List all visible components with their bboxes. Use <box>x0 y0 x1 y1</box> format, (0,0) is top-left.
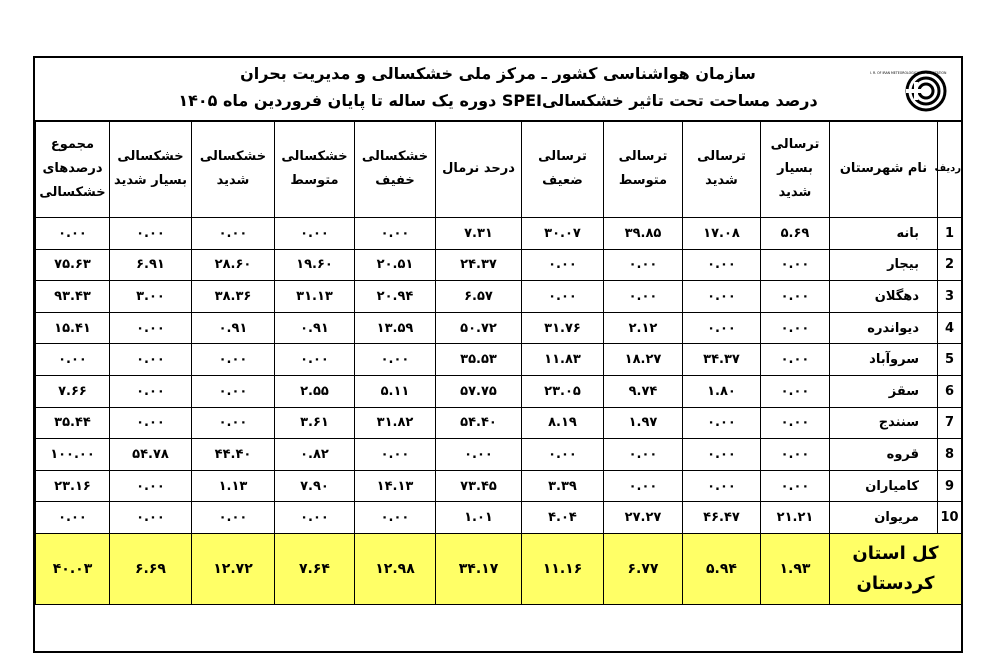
percent-cell: ۳.۳۹ <box>522 470 604 502</box>
county-name: دهگلان <box>830 281 938 313</box>
percent-cell: ۰.۰۰ <box>355 439 436 471</box>
province-total-label: کل استان کردستان <box>830 533 962 604</box>
column-header: ترسالی متوسط <box>604 121 683 218</box>
percent-cell: ۰.۰۰ <box>761 312 830 344</box>
row-number: 10 <box>938 502 962 534</box>
percent-cell: ۵۰.۷۲ <box>436 312 522 344</box>
percent-cell: ۱۱.۸۳ <box>522 344 604 376</box>
percent-cell: ۴۴.۴۰ <box>192 439 275 471</box>
percent-cell: ۰.۰۰ <box>110 470 192 502</box>
percent-cell: ۰.۰۰ <box>192 344 275 376</box>
report-header <box>35 58 961 122</box>
row-number: 3 <box>938 281 962 313</box>
percent-cell: ۳.۰۰ <box>110 281 192 313</box>
row-number: 5 <box>938 344 962 376</box>
logo-text: I. R. OF IRAN METEOROLOGICAL ORGANIZATION <box>870 71 947 75</box>
total-percent-cell: ۶.۷۷ <box>604 533 683 604</box>
percent-cell: ۰.۰۰ <box>436 439 522 471</box>
table-row <box>36 502 962 534</box>
column-header: خشکسالی متوسط <box>275 121 355 218</box>
percent-cell: ۰.۰۰ <box>192 502 275 534</box>
table-row <box>36 249 962 281</box>
total-percent-cell: ۱.۹۳ <box>761 533 830 604</box>
report-frame <box>33 56 963 653</box>
percent-cell: ۰.۰۰ <box>683 281 761 313</box>
county-name: بیجار <box>830 249 938 281</box>
percent-cell: ۷۳.۴۵ <box>436 470 522 502</box>
percent-cell: ۵.۱۱ <box>355 375 436 407</box>
percent-cell: ۰.۹۱ <box>275 312 355 344</box>
percent-cell: ۳۵.۴۴ <box>36 407 110 439</box>
percent-cell: ۲.۵۵ <box>275 375 355 407</box>
row-number: 6 <box>938 375 962 407</box>
percent-cell: ۰.۰۰ <box>36 344 110 376</box>
row-number: 4 <box>938 312 962 344</box>
percent-cell: ۰.۰۰ <box>604 281 683 313</box>
percent-cell: ۵۷.۷۵ <box>436 375 522 407</box>
percent-cell: ۱۸.۲۷ <box>604 344 683 376</box>
county-name: مریوان <box>830 502 938 534</box>
report-subtitle: درصد مساحت تحت تاثیر خشکسالیSPEI دوره یک ساله تا پایان فروردین ماه ۱۴۰۵ <box>178 91 818 110</box>
percent-cell: ۰.۰۰ <box>761 281 830 313</box>
percent-cell: ۰.۰۰ <box>110 312 192 344</box>
percent-cell: ۵.۶۹ <box>761 218 830 250</box>
percent-cell: ۰.۰۰ <box>192 407 275 439</box>
province-total-row <box>36 533 962 604</box>
percent-cell: ۲۰.۵۱ <box>355 249 436 281</box>
column-header: ترسالی شدید <box>683 121 761 218</box>
total-percent-cell: ۷.۶۴ <box>275 533 355 604</box>
percent-cell: ۶.۹۱ <box>110 249 192 281</box>
row-number: 2 <box>938 249 962 281</box>
percent-cell: ۷.۳۱ <box>436 218 522 250</box>
percent-cell: ۳.۶۱ <box>275 407 355 439</box>
percent-cell: ۰.۰۰ <box>761 375 830 407</box>
percent-cell: ۰.۰۰ <box>761 407 830 439</box>
percent-cell: ۰.۰۰ <box>522 281 604 313</box>
table-row <box>36 312 962 344</box>
percent-cell: ۰.۰۰ <box>683 407 761 439</box>
percent-cell: ۰.۰۰ <box>604 249 683 281</box>
percent-cell: ۲۸.۶۰ <box>192 249 275 281</box>
percent-cell: ۰.۰۰ <box>192 375 275 407</box>
percent-cell: ۷۵.۶۳ <box>36 249 110 281</box>
table-row <box>36 218 962 250</box>
percent-cell: ۳۹.۸۵ <box>604 218 683 250</box>
table-header-row <box>36 121 962 218</box>
county-name: کامیاران <box>830 470 938 502</box>
percent-cell: ۰.۰۰ <box>355 218 436 250</box>
percent-cell: ۰.۰۰ <box>275 502 355 534</box>
percent-cell: ۰.۰۰ <box>192 218 275 250</box>
percent-cell: ۱.۰۱ <box>436 502 522 534</box>
percent-cell: ۰.۰۰ <box>355 502 436 534</box>
percent-cell: ۰.۰۰ <box>110 407 192 439</box>
percent-cell: ۱۰۰.۰۰ <box>36 439 110 471</box>
percent-cell: ۴۶.۴۷ <box>683 502 761 534</box>
percent-cell: ۲۰.۹۴ <box>355 281 436 313</box>
percent-cell: ۰.۰۰ <box>761 470 830 502</box>
row-number: 1 <box>938 218 962 250</box>
table-row <box>36 344 962 376</box>
column-header: نام شهرستان <box>830 121 938 218</box>
percent-cell: ۰.۰۰ <box>110 502 192 534</box>
organization-title: سازمان هواشناسی کشور ـ مرکز ملی خشکسالی و مدیریت بحران <box>240 64 756 83</box>
county-name: قروه <box>830 439 938 471</box>
table-row <box>36 470 962 502</box>
percent-cell: ۵۴.۴۰ <box>436 407 522 439</box>
percent-cell: ۹.۷۴ <box>604 375 683 407</box>
percent-cell: ۱۴.۱۳ <box>355 470 436 502</box>
percent-cell: ۰.۰۰ <box>522 249 604 281</box>
percent-cell: ۷.۹۰ <box>275 470 355 502</box>
column-header: خشکسالی شدید <box>192 121 275 218</box>
percent-cell: ۹۳.۴۳ <box>36 281 110 313</box>
percent-cell: ۰.۰۰ <box>110 375 192 407</box>
meteorological-organization-logo-icon <box>866 64 951 114</box>
percent-cell: ۴.۰۴ <box>522 502 604 534</box>
percent-cell: ۰.۰۰ <box>761 249 830 281</box>
percent-cell: ۰.۰۰ <box>110 218 192 250</box>
percent-cell: ۳۴.۳۷ <box>683 344 761 376</box>
percent-cell: ۰.۰۰ <box>761 439 830 471</box>
total-percent-cell: ۱۲.۷۲ <box>192 533 275 604</box>
percent-cell: ۰.۰۰ <box>683 470 761 502</box>
percent-cell: ۰.۰۰ <box>683 439 761 471</box>
total-percent-cell: ۴۰.۰۳ <box>36 533 110 604</box>
county-name: سنندج <box>830 407 938 439</box>
percent-cell: ۰.۰۰ <box>761 344 830 376</box>
total-percent-cell: ۱۲.۹۸ <box>355 533 436 604</box>
percent-cell: ۰.۰۰ <box>110 344 192 376</box>
column-header: ردیف <box>938 121 962 218</box>
percent-cell: ۳۵.۵۳ <box>436 344 522 376</box>
county-name: دیواندره <box>830 312 938 344</box>
column-header: خشکسالی خفیف <box>355 121 436 218</box>
table-row <box>36 407 962 439</box>
percent-cell: ۳۸.۳۶ <box>192 281 275 313</box>
percent-cell: ۲۳.۰۵ <box>522 375 604 407</box>
percent-cell: ۰.۹۱ <box>192 312 275 344</box>
row-number: 9 <box>938 470 962 502</box>
percent-cell: ۲۴.۳۷ <box>436 249 522 281</box>
percent-cell: ۰.۰۰ <box>275 218 355 250</box>
row-number: 8 <box>938 439 962 471</box>
county-name: سقز <box>830 375 938 407</box>
percent-cell: ۱.۸۰ <box>683 375 761 407</box>
table-row <box>36 439 962 471</box>
percent-cell: ۲۱.۲۱ <box>761 502 830 534</box>
column-header: مجموع درصدهای خشکسالی <box>36 121 110 218</box>
percent-cell: ۰.۰۰ <box>683 249 761 281</box>
percent-cell: ۱.۱۳ <box>192 470 275 502</box>
total-percent-cell: ۶.۶۹ <box>110 533 192 604</box>
percent-cell: ۰.۰۰ <box>275 344 355 376</box>
percent-cell: ۱.۹۷ <box>604 407 683 439</box>
table-row <box>36 281 962 313</box>
row-number: 7 <box>938 407 962 439</box>
percent-cell: ۱۵.۴۱ <box>36 312 110 344</box>
percent-cell: ۳۱.۱۳ <box>275 281 355 313</box>
percent-cell: ۰.۰۰ <box>604 470 683 502</box>
percent-cell: ۲.۱۲ <box>604 312 683 344</box>
column-header: خشکسالی بسیار شدید <box>110 121 192 218</box>
table-row <box>36 375 962 407</box>
percent-cell: ۰.۸۲ <box>275 439 355 471</box>
percent-cell: ۷.۶۶ <box>36 375 110 407</box>
percent-cell: ۲۷.۲۷ <box>604 502 683 534</box>
percent-cell: ۰.۰۰ <box>683 312 761 344</box>
column-header: ترسالی ضعیف <box>522 121 604 218</box>
percent-cell: ۳۱.۸۲ <box>355 407 436 439</box>
county-name: بانه <box>830 218 938 250</box>
column-header: ترسالی بسیار شدید <box>761 121 830 218</box>
percent-cell: ۰.۰۰ <box>36 502 110 534</box>
drought-table <box>35 120 962 605</box>
percent-cell: ۲۳.۱۶ <box>36 470 110 502</box>
percent-cell: ۰.۰۰ <box>522 439 604 471</box>
percent-cell: ۰.۰۰ <box>604 439 683 471</box>
percent-cell: ۱۹.۶۰ <box>275 249 355 281</box>
percent-cell: ۱۳.۵۹ <box>355 312 436 344</box>
total-percent-cell: ۳۴.۱۷ <box>436 533 522 604</box>
percent-cell: ۰.۰۰ <box>36 218 110 250</box>
county-name: سروآباد <box>830 344 938 376</box>
total-percent-cell: ۱۱.۱۶ <box>522 533 604 604</box>
percent-cell: ۶.۵۷ <box>436 281 522 313</box>
column-header: درحد نرمال <box>436 121 522 218</box>
percent-cell: ۰.۰۰ <box>355 344 436 376</box>
percent-cell: ۳۱.۷۶ <box>522 312 604 344</box>
percent-cell: ۱۷.۰۸ <box>683 218 761 250</box>
percent-cell: ۵۴.۷۸ <box>110 439 192 471</box>
percent-cell: ۸.۱۹ <box>522 407 604 439</box>
total-percent-cell: ۵.۹۴ <box>683 533 761 604</box>
percent-cell: ۳۰.۰۷ <box>522 218 604 250</box>
